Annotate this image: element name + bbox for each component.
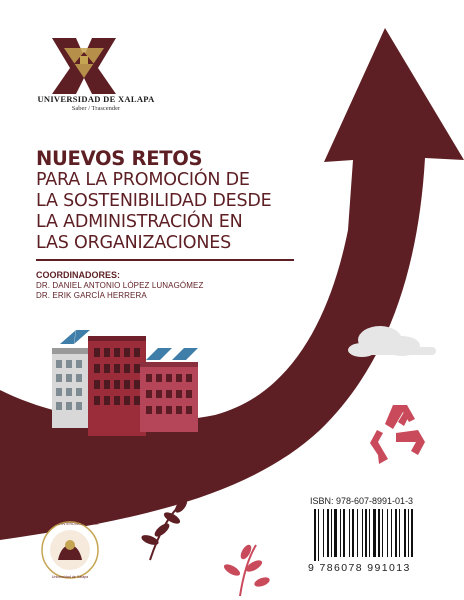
coordinators-label: COORDINADORES: <box>36 270 121 280</box>
coordinator-name: DR. ERIK GARCÍA HERRERA <box>36 291 147 300</box>
barcode-bar <box>340 509 341 557</box>
title-main: NUEVOS RETOS <box>36 147 203 170</box>
isbn-barcode <box>306 496 456 578</box>
barcode-bar <box>314 509 316 561</box>
isbn-label: ISBN: 978-607-8991-01-3 <box>310 496 414 506</box>
barcode-bar <box>387 509 388 557</box>
barcode-bar <box>382 509 383 557</box>
barcode-bar <box>318 509 319 561</box>
barcode-bar <box>391 509 392 557</box>
barcode-bar <box>357 509 358 557</box>
title-line: LAS ORGANIZACIONES <box>36 233 231 253</box>
barcode-bar <box>331 509 332 557</box>
building-icon <box>52 336 198 436</box>
barcode-bar <box>399 509 400 557</box>
barcode-bar <box>349 509 350 557</box>
leaf-icon <box>222 543 271 596</box>
barcode-bar <box>404 509 406 557</box>
svg-text:INSTITUTO INTERDISCIPLINARIO: INSTITUTO INTERDISCIPLINARIO <box>41 522 99 526</box>
barcode-bar <box>334 509 337 557</box>
barcode-bar <box>373 509 376 557</box>
barcode-bar <box>378 509 380 557</box>
university-motto: Saber / Trascender <box>71 105 121 112</box>
barcode-bar <box>408 509 409 557</box>
title-line: PARA LA PROMOCIÓN DE <box>36 170 250 190</box>
institute-seal <box>41 522 98 579</box>
barcode-bar <box>327 509 329 557</box>
barcode-bar <box>343 509 345 557</box>
barcode-icon <box>314 509 448 561</box>
barcode-bar <box>411 509 413 557</box>
barcode-bar <box>323 509 324 557</box>
title-line: LA ADMINISTRACIÓN EN <box>36 212 243 232</box>
barcode-bar <box>369 509 370 557</box>
book-title <box>36 148 306 254</box>
barcode-bar <box>352 509 354 557</box>
university-name: UNIVERSIDAD DE XALAPA <box>37 94 155 104</box>
coordinators <box>36 270 296 300</box>
recycle-icon <box>370 405 425 464</box>
isbn-digits: 9 786078 991013 <box>308 562 411 574</box>
university-logo <box>36 30 156 112</box>
barcode-bar <box>362 509 363 557</box>
title-line: LA SOSTENIBILIDAD DESDE <box>36 191 272 211</box>
barcode-bar <box>365 509 367 557</box>
svg-text:Universidad de Xalapa: Universidad de Xalapa <box>51 575 89 579</box>
barcode-bar <box>395 509 397 557</box>
coordinator-name: DR. DANIEL ANTONIO LÓPEZ LUNAGÓMEZ <box>36 281 204 290</box>
title-divider <box>36 259 294 261</box>
